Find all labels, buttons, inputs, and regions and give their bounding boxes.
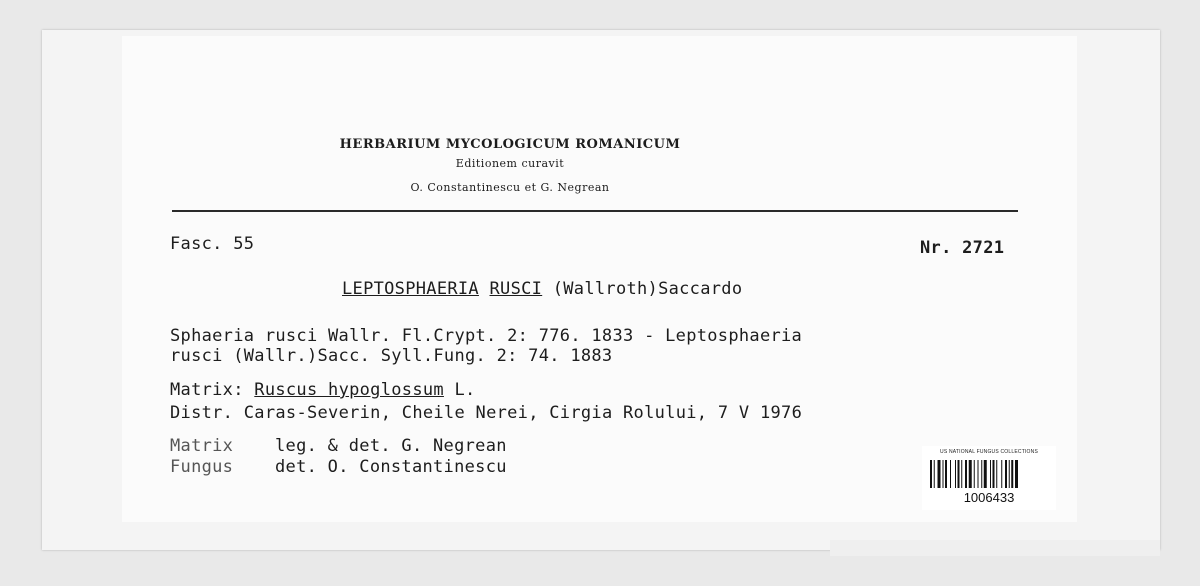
herbarium-title: HERBARIUM MYCOLOGICUM ROMANICUM bbox=[339, 137, 681, 152]
matrix-collector-value: leg. & det. G. Negrean bbox=[275, 436, 507, 456]
fungus-determiner-label: Fungus bbox=[170, 457, 234, 477]
fungus-determiner-value: det. O. Constantinescu bbox=[275, 457, 507, 477]
species-epithet: RUSCI bbox=[489, 279, 543, 299]
species-name bbox=[342, 279, 742, 299]
synonymy-line-2: rusci (Wallr.)Sacc. Syll.Fung. 2: 74. 1883 bbox=[170, 346, 613, 366]
herbarium-editors: O. Constantinescu et G. Negrean bbox=[410, 181, 610, 194]
distribution-line bbox=[170, 403, 802, 423]
header-divider bbox=[172, 210, 1018, 212]
distribution-value: Caras-Severin, Cheile Nerei, Cirgia Rolului, 7 V 1976 bbox=[243, 403, 803, 423]
barcode-label bbox=[922, 446, 1056, 510]
matrix-label: Matrix: bbox=[170, 380, 244, 400]
paper-strip bbox=[830, 540, 1160, 556]
barcode-number: 1006433 bbox=[963, 490, 1015, 505]
specimen-number: Nr. 2721 bbox=[920, 238, 1005, 258]
barcode-icon bbox=[930, 460, 1048, 488]
synonymy-line-1: Sphaeria rusci Wallr. Fl.Crypt. 2: 776. 1833 - Leptosphaeria bbox=[170, 326, 803, 346]
barcode-header: US NATIONAL FUNGUS COLLECTIONS bbox=[940, 449, 1038, 455]
host-author: L. bbox=[454, 380, 476, 400]
distribution-label: Distr. bbox=[170, 403, 234, 423]
host-name: Ruscus hypoglossum bbox=[254, 380, 444, 400]
fascicle: Fasc. 55 bbox=[170, 234, 255, 254]
herbarium-subtitle: Editionem curavit bbox=[455, 157, 565, 170]
matrix-collector-label: Matrix bbox=[170, 436, 234, 456]
matrix-line bbox=[170, 380, 476, 400]
genus-name: LEPTOSPHAERIA bbox=[342, 279, 479, 299]
species-authority: (Wallroth)Saccardo bbox=[552, 279, 743, 299]
